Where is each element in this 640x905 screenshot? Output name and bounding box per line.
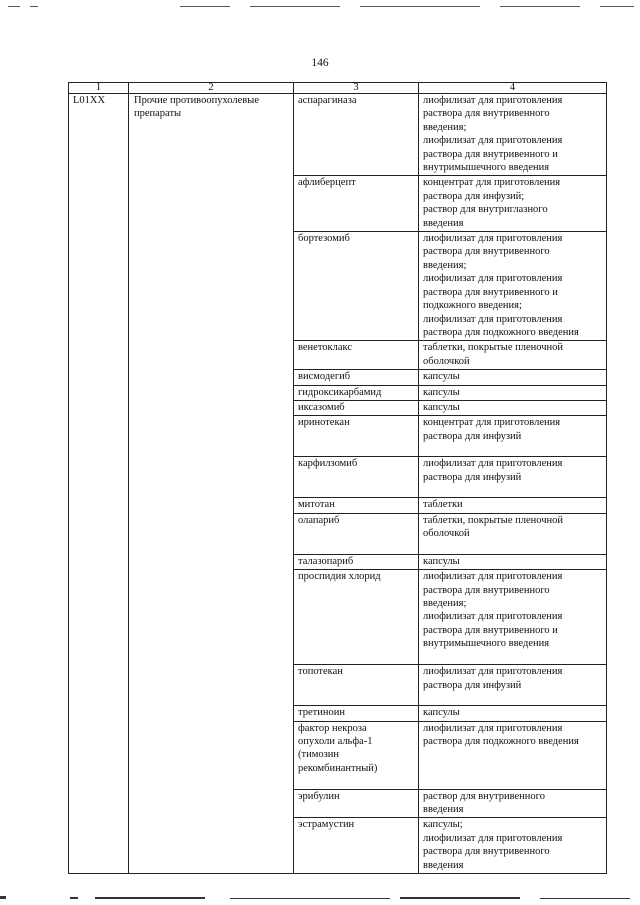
dosage-form-line: капсулы — [423, 386, 460, 398]
dosage-form — [419, 570, 607, 665]
drug-name — [294, 789, 419, 818]
dosage-form-line: лиофилизат для приготовления — [423, 95, 563, 106]
dosage-form-line: капсулы — [423, 707, 460, 719]
dosage-form-line: подкожного введения; — [423, 300, 522, 312]
scan-artifact-top — [0, 6, 640, 10]
dosage-form-line: таблетки, покрытые пленочной — [423, 342, 564, 354]
dosage-form — [419, 498, 607, 513]
atc-group-name-line: препараты — [134, 108, 182, 120]
drug-name — [294, 385, 419, 400]
dosage-form-line: капсулы — [423, 371, 460, 383]
table-header-row — [69, 83, 607, 94]
dosage-form — [419, 665, 607, 706]
dosage-form-line: раствора для внутривенного и — [423, 286, 558, 298]
dosage-form-line: внутримышечного введения — [423, 162, 550, 174]
dosage-form-line: лиофилизат для приготовления — [423, 722, 563, 734]
drug-name-line: топотекан — [298, 666, 343, 678]
dosage-form-line: таблетки, покрытые пленочной — [423, 514, 564, 526]
atc-code: L01XX — [69, 94, 129, 874]
dosage-form-line: раствора для подкожного введения — [423, 326, 579, 338]
col-header-2: 2 — [129, 83, 294, 94]
drug-name — [294, 370, 419, 385]
page-number: 146 — [311, 57, 329, 69]
dosage-form-line: раствора для инфузий — [423, 430, 522, 442]
drug-name-line: карфилзомиб — [298, 458, 358, 470]
dosage-form-line: оболочкой — [423, 528, 470, 540]
drug-name — [294, 570, 419, 665]
dosage-form — [419, 818, 607, 874]
drug-name — [294, 416, 419, 457]
drug-name-line: афлиберцепт — [298, 177, 356, 189]
drug-name-line: эрибулин — [298, 790, 340, 802]
table-row — [69, 94, 607, 176]
drug-name — [294, 498, 419, 513]
col-header-4: 4 — [419, 83, 607, 94]
drug-name — [294, 665, 419, 706]
drug-name — [294, 721, 419, 789]
dosage-form-line: раствора для внутривенного и — [423, 148, 558, 160]
dosage-form-line: раствор для внутриглазного — [423, 204, 548, 216]
drug-name — [294, 400, 419, 415]
drug-name-line: олапариб — [298, 514, 340, 526]
dosage-form-line: лиофилизат для приготовления — [423, 571, 563, 583]
dosage-form — [419, 176, 607, 232]
drug-name — [294, 818, 419, 874]
dosage-form-line: оболочкой — [423, 355, 470, 367]
dosage-form-line: лиофилизат для приготовления — [423, 273, 563, 285]
dosage-form-line: концентрат для приготовления — [423, 417, 561, 429]
dosage-form-line: лиофилизат для приготовления — [423, 313, 563, 325]
dosage-form-line: лиофилизат для приготовления — [423, 458, 563, 470]
drug-name — [294, 554, 419, 569]
dosage-form — [419, 94, 607, 176]
dosage-form-line: раствора для инфузий — [423, 679, 522, 691]
dosage-form — [419, 400, 607, 415]
drug-name — [294, 457, 419, 498]
dosage-form-line: лиофилизат для приготовления — [423, 135, 563, 147]
drug-name-line: талазопариб — [298, 555, 354, 567]
dosage-form-line: раствора для инфузий; — [423, 190, 525, 202]
dosage-form-line: раствора для внутривенного — [423, 108, 550, 120]
drug-name-line: третиноин — [298, 707, 345, 719]
dosage-form-line: введения — [423, 803, 464, 815]
dosage-form — [419, 341, 607, 370]
dosage-form-line: капсулы — [423, 555, 460, 567]
col-header-1: 1 — [69, 83, 129, 94]
dosage-form — [419, 416, 607, 457]
dosage-form-line: введения; — [423, 597, 467, 609]
drug-name-line: аспарагиназа — [298, 95, 357, 106]
dosage-form-line: раствор для внутривенного — [423, 790, 545, 802]
dosage-form — [419, 789, 607, 818]
scan-artifact-bottom — [0, 892, 640, 902]
drug-name-line: митотан — [298, 499, 335, 511]
drug-name — [294, 176, 419, 232]
atc-group-name-line: Прочие противоопухолевые — [134, 95, 259, 106]
dosage-form-line: концентрат для приготовления — [423, 177, 561, 189]
drug-name-line: эстрамустин — [298, 819, 355, 831]
dosage-form-line: раствора для внутривенного — [423, 846, 550, 858]
drug-name-line: опухоли альфа-1 — [298, 735, 373, 747]
dosage-form — [419, 513, 607, 554]
drug-name-line: бортезомиб — [298, 233, 350, 245]
drug-name — [294, 513, 419, 554]
dosage-form-line: раствора для инфузий — [423, 471, 522, 483]
drug-name — [294, 232, 419, 341]
dosage-form — [419, 370, 607, 385]
drug-name — [294, 706, 419, 721]
dosage-form-line: лиофилизат для приготовления — [423, 611, 563, 623]
drug-table — [68, 82, 607, 874]
dosage-form-line: раствора для внутривенного — [423, 584, 550, 596]
dosage-form-line: введения — [423, 859, 464, 871]
dosage-form-line: введения; — [423, 121, 467, 133]
dosage-form — [419, 706, 607, 721]
drug-name-line: фактор некроза — [298, 722, 367, 734]
dosage-form-line: раствора для подкожного введения — [423, 735, 579, 747]
dosage-form-line: таблетки — [423, 499, 463, 511]
drug-name-line: висмодегиб — [298, 371, 351, 383]
atc-group-name — [129, 94, 294, 874]
drug-name-line: гидроксикарбамид — [298, 386, 382, 398]
dosage-form-line: введения — [423, 217, 464, 229]
col-header-3: 3 — [294, 83, 419, 94]
dosage-form-line: лиофилизат для приготовления — [423, 832, 563, 844]
drug-name-line: венетоклакс — [298, 342, 353, 354]
dosage-form-line: раствора для внутривенного — [423, 246, 550, 258]
dosage-form-line: капсулы — [423, 401, 460, 413]
dosage-form — [419, 385, 607, 400]
dosage-form-line: раствора для внутривенного и — [423, 624, 558, 636]
dosage-form — [419, 554, 607, 569]
dosage-form — [419, 457, 607, 498]
drug-name-line: иксазомиб — [298, 401, 345, 413]
dosage-form-line: лиофилизат для приготовления — [423, 233, 563, 245]
dosage-form-line: внутримышечного введения — [423, 638, 550, 650]
dosage-form-line: капсулы; — [423, 819, 463, 831]
dosage-form-line: введения; — [423, 259, 467, 271]
drug-name-line: иринотекан — [298, 417, 350, 429]
dosage-form — [419, 232, 607, 341]
drug-name — [294, 341, 419, 370]
dosage-form-line: лиофилизат для приготовления — [423, 666, 563, 678]
drug-name-line: рекомбинантный) — [298, 762, 378, 774]
drug-name-line: (тимозин — [298, 749, 339, 761]
drug-name — [294, 94, 419, 176]
drug-name-line: проспидия хлорид — [298, 571, 381, 583]
dosage-form — [419, 721, 607, 789]
